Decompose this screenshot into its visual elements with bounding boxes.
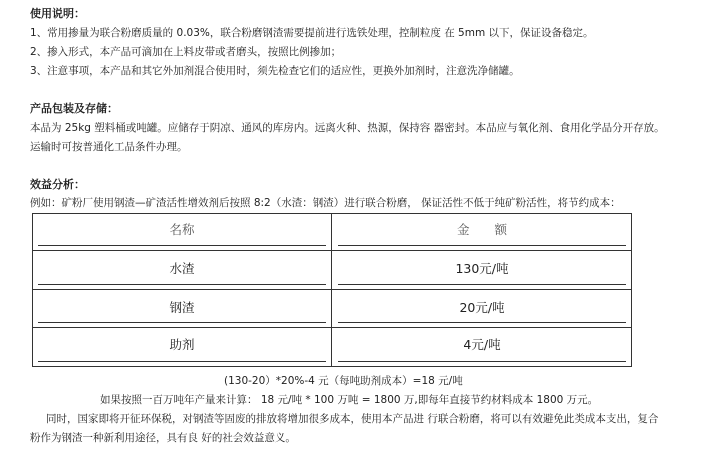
annual-savings-line: 如果按照一百万吨年产量来计算： 18 元/吨 * 100 万吨 = 1800 万,即每年直接节约材料成本 1800 万元。	[100, 394, 599, 406]
benefit-intro: 例如：矿粉厂使用钢渣—矿渣活性增效剂后按照 8:2（水渣：钢渣）进行联合粉磨， 保证活性不低于纯矿粉活性，将节约成本：	[30, 197, 621, 209]
cell-item	[32, 328, 332, 366]
header-name-text: 名称	[169, 222, 195, 237]
usage-line-1: 1、常用掺量为联合粉磨质量的 0.03%，联合粉磨钢渣需要提前进行选铁处理，控制粒度 在 5mm 以下，保证设备稳定。	[30, 27, 594, 39]
packaging-line-1: 本品为 25kg 塑料桶或吨罐。应储存于阴凉、通风的库房内。远离火种、热源，保持容 器密封。本品应与氧化剂、食用化学品分开存放。	[30, 122, 665, 134]
cell-item	[32, 251, 332, 289]
cell-amount	[332, 290, 632, 327]
packaging-heading: 产品包装及存储：	[30, 102, 118, 115]
item-amount: 4元/吨	[463, 337, 501, 352]
header-amount-text: 金 额	[456, 222, 507, 237]
table-row	[32, 290, 632, 327]
table-bottom-border	[32, 366, 632, 367]
usage-heading: 使用说明：	[30, 7, 85, 20]
table-row	[32, 251, 632, 289]
conclusion-line-1: 同时，国家即将开征环保税，对钢渣等固废的排放将增加很多成本，使用本产品进 行联合粉磨，将可以有效避免此类成本支出，复合	[46, 413, 659, 425]
formula-line: (130-20）*20%-4 元（每吨助剂成本）=18 元/吨	[224, 375, 463, 387]
header-cell-name	[32, 213, 332, 250]
cost-table	[32, 213, 632, 367]
item-amount: 130元/吨	[455, 261, 509, 276]
header-cell-amount	[332, 213, 632, 250]
item-name: 水渣	[169, 261, 195, 276]
item-name: 助剂	[169, 337, 195, 352]
cell-item	[32, 290, 332, 327]
item-amount: 20元/吨	[459, 300, 505, 315]
cell-amount	[332, 251, 632, 289]
benefit-heading: 效益分析：	[30, 178, 85, 191]
packaging-line-2: 运输时可按普通化工品条件办理。	[30, 141, 188, 153]
usage-line-3: 3、注意事项，本产品和其它外加剂混合使用时，须先检查它们的适应性，更换外加剂时，注意洗净储罐。	[30, 65, 520, 77]
table-header-row	[32, 213, 632, 250]
conclusion-line-2: 粉作为钢渣一种新利用途径，具有良 好的社会效益意义。	[30, 432, 296, 444]
table-row	[32, 328, 632, 366]
cell-amount	[332, 328, 632, 366]
item-name: 钢渣	[169, 300, 195, 315]
usage-line-2: 2、掺入形式，本产品可滴加在上料皮带或者磨头，按照比例掺加；	[30, 46, 342, 58]
